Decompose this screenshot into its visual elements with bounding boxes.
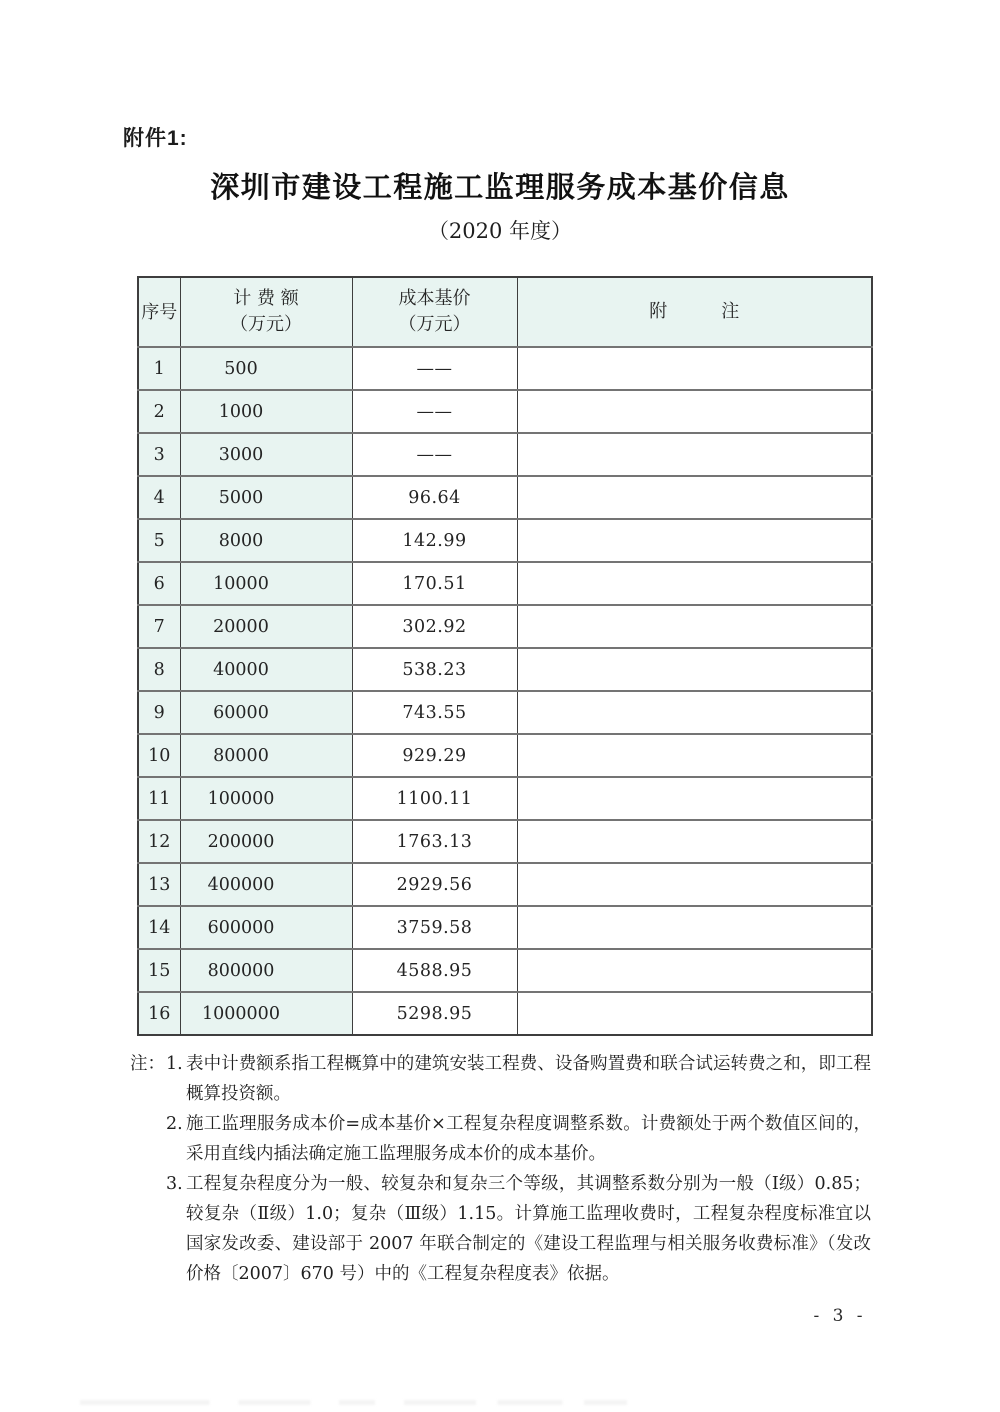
- cell-amount: 5000: [180, 476, 352, 519]
- table-header-row: [138, 277, 872, 347]
- cell-base: ——: [352, 390, 517, 433]
- cost-base-price-table: [137, 276, 873, 1036]
- cell-note: [517, 734, 872, 777]
- table-row: [138, 992, 872, 1035]
- table-row: [138, 605, 872, 648]
- cell-amount: 800000: [180, 949, 352, 992]
- cell-note: [517, 519, 872, 562]
- cell-seq: 4: [138, 476, 180, 519]
- header-amount-line1: 计 费 额: [233, 288, 299, 309]
- cell-amount: 80000: [180, 734, 352, 777]
- table-row: [138, 390, 872, 433]
- note-item: [130, 1169, 871, 1289]
- cell-base: 96.64: [352, 476, 517, 519]
- cell-seq: 3: [138, 433, 180, 476]
- cell-seq: 9: [138, 691, 180, 734]
- note-text: 表中计费额系指工程概算中的建筑安装工程费、设备购置费和联合试运转费之和，即工程概算投资额。: [186, 1054, 871, 1104]
- cell-base: 1763.13: [352, 820, 517, 863]
- cell-base: ——: [352, 433, 517, 476]
- table-row: [138, 863, 872, 906]
- table-row: [138, 433, 872, 476]
- table-row: [138, 906, 872, 949]
- cell-note: [517, 691, 872, 734]
- cell-amount: 1000: [180, 390, 352, 433]
- table-row: [138, 476, 872, 519]
- notes-lead-label: 注：: [130, 1054, 165, 1074]
- page-title: 深圳市建设工程施工监理服务成本基价信息: [210, 172, 790, 204]
- cell-base: ——: [352, 347, 517, 390]
- note-marker: 3.: [166, 1174, 183, 1194]
- cell-note: [517, 562, 872, 605]
- header-note: 附 注: [517, 277, 872, 347]
- cell-note: [517, 777, 872, 820]
- table-row: [138, 562, 872, 605]
- table-row: [138, 820, 872, 863]
- cell-base: 743.55: [352, 691, 517, 734]
- cell-base: 4588.95: [352, 949, 517, 992]
- cell-note: [517, 863, 872, 906]
- table-row: [138, 347, 872, 390]
- cell-base: 142.99: [352, 519, 517, 562]
- cell-amount: 100000: [180, 777, 352, 820]
- note-item: [130, 1109, 871, 1169]
- header-base-line2: （万元）: [398, 314, 471, 335]
- notes: [130, 1049, 871, 1289]
- cell-seq: 13: [138, 863, 180, 906]
- table-row: [138, 648, 872, 691]
- cell-amount: 600000: [180, 906, 352, 949]
- cell-amount: 1000000: [180, 992, 352, 1035]
- cell-note: [517, 433, 872, 476]
- cell-note: [517, 949, 872, 992]
- cell-note: [517, 820, 872, 863]
- table-row: [138, 949, 872, 992]
- cell-base: 929.29: [352, 734, 517, 777]
- cell-note: [517, 992, 872, 1035]
- cell-amount: 20000: [180, 605, 352, 648]
- table-header: [138, 277, 872, 347]
- cell-note: [517, 476, 872, 519]
- cell-amount: 3000: [180, 433, 352, 476]
- cell-seq: 1: [138, 347, 180, 390]
- cell-base: 302.92: [352, 605, 517, 648]
- cell-amount: 500: [180, 347, 352, 390]
- table-row: [138, 734, 872, 777]
- note-marker: 2.: [166, 1114, 183, 1134]
- note-item: [130, 1049, 871, 1109]
- header-seq: 序号: [138, 277, 180, 347]
- cell-seq: 6: [138, 562, 180, 605]
- cell-seq: 11: [138, 777, 180, 820]
- cell-amount: 8000: [180, 519, 352, 562]
- cell-seq: 14: [138, 906, 180, 949]
- cell-base: 170.51: [352, 562, 517, 605]
- cell-note: [517, 390, 872, 433]
- cell-note: [517, 906, 872, 949]
- cell-base: 3759.58: [352, 906, 517, 949]
- cell-seq: 2: [138, 390, 180, 433]
- cell-seq: 8: [138, 648, 180, 691]
- cell-note: [517, 347, 872, 390]
- cell-seq: 5: [138, 519, 180, 562]
- header-base: [352, 277, 517, 347]
- cell-base: 5298.95: [352, 992, 517, 1035]
- cell-amount: 200000: [180, 820, 352, 863]
- cell-seq: 16: [138, 992, 180, 1035]
- header-amount: [180, 277, 352, 347]
- table-row: [138, 691, 872, 734]
- cell-amount: 60000: [180, 691, 352, 734]
- scan-artifact: [80, 1400, 800, 1405]
- page-subtitle: （2020 年度）: [427, 219, 573, 243]
- cell-amount: 400000: [180, 863, 352, 906]
- page-number: - 3 -: [813, 1306, 867, 1326]
- table-row: [138, 777, 872, 820]
- cell-base: 1100.11: [352, 777, 517, 820]
- header-base-line1: 成本基价: [398, 288, 471, 309]
- header-amount-line2: （万元）: [230, 314, 302, 335]
- attachment-label: 附件1:: [123, 127, 188, 150]
- cell-amount: 40000: [180, 648, 352, 691]
- note-text: 施工监理服务成本价=成本基价×工程复杂程度调整系数。计费额处于两个数值区间的，采用直线内插法确定施工监理服务成本价的成本基价。: [186, 1114, 871, 1164]
- cell-seq: 7: [138, 605, 180, 648]
- cell-seq: 15: [138, 949, 180, 992]
- table-body: [138, 347, 872, 1035]
- cell-note: [517, 648, 872, 691]
- cell-seq: 12: [138, 820, 180, 863]
- cell-base: 2929.56: [352, 863, 517, 906]
- cell-base: 538.23: [352, 648, 517, 691]
- cell-amount: 10000: [180, 562, 352, 605]
- note-marker: 1.: [166, 1054, 183, 1074]
- note-text: 工程复杂程度分为一般、较复杂和复杂三个等级，其调整系数分别为一般（Ⅰ级）0.85；较复杂（Ⅱ级）1.0；复杂（Ⅲ级）1.15。计算施工监理收费时，工程复杂程度标准宜以国家发改委、建设部于 2007 年联合制定的《建设工程监理与相关服务收费标准》（发改价格〔2007〕670 号）中的《工程复杂程度表》依据。: [186, 1174, 871, 1284]
- cell-seq: 10: [138, 734, 180, 777]
- cell-note: [517, 605, 872, 648]
- table-row: [138, 519, 872, 562]
